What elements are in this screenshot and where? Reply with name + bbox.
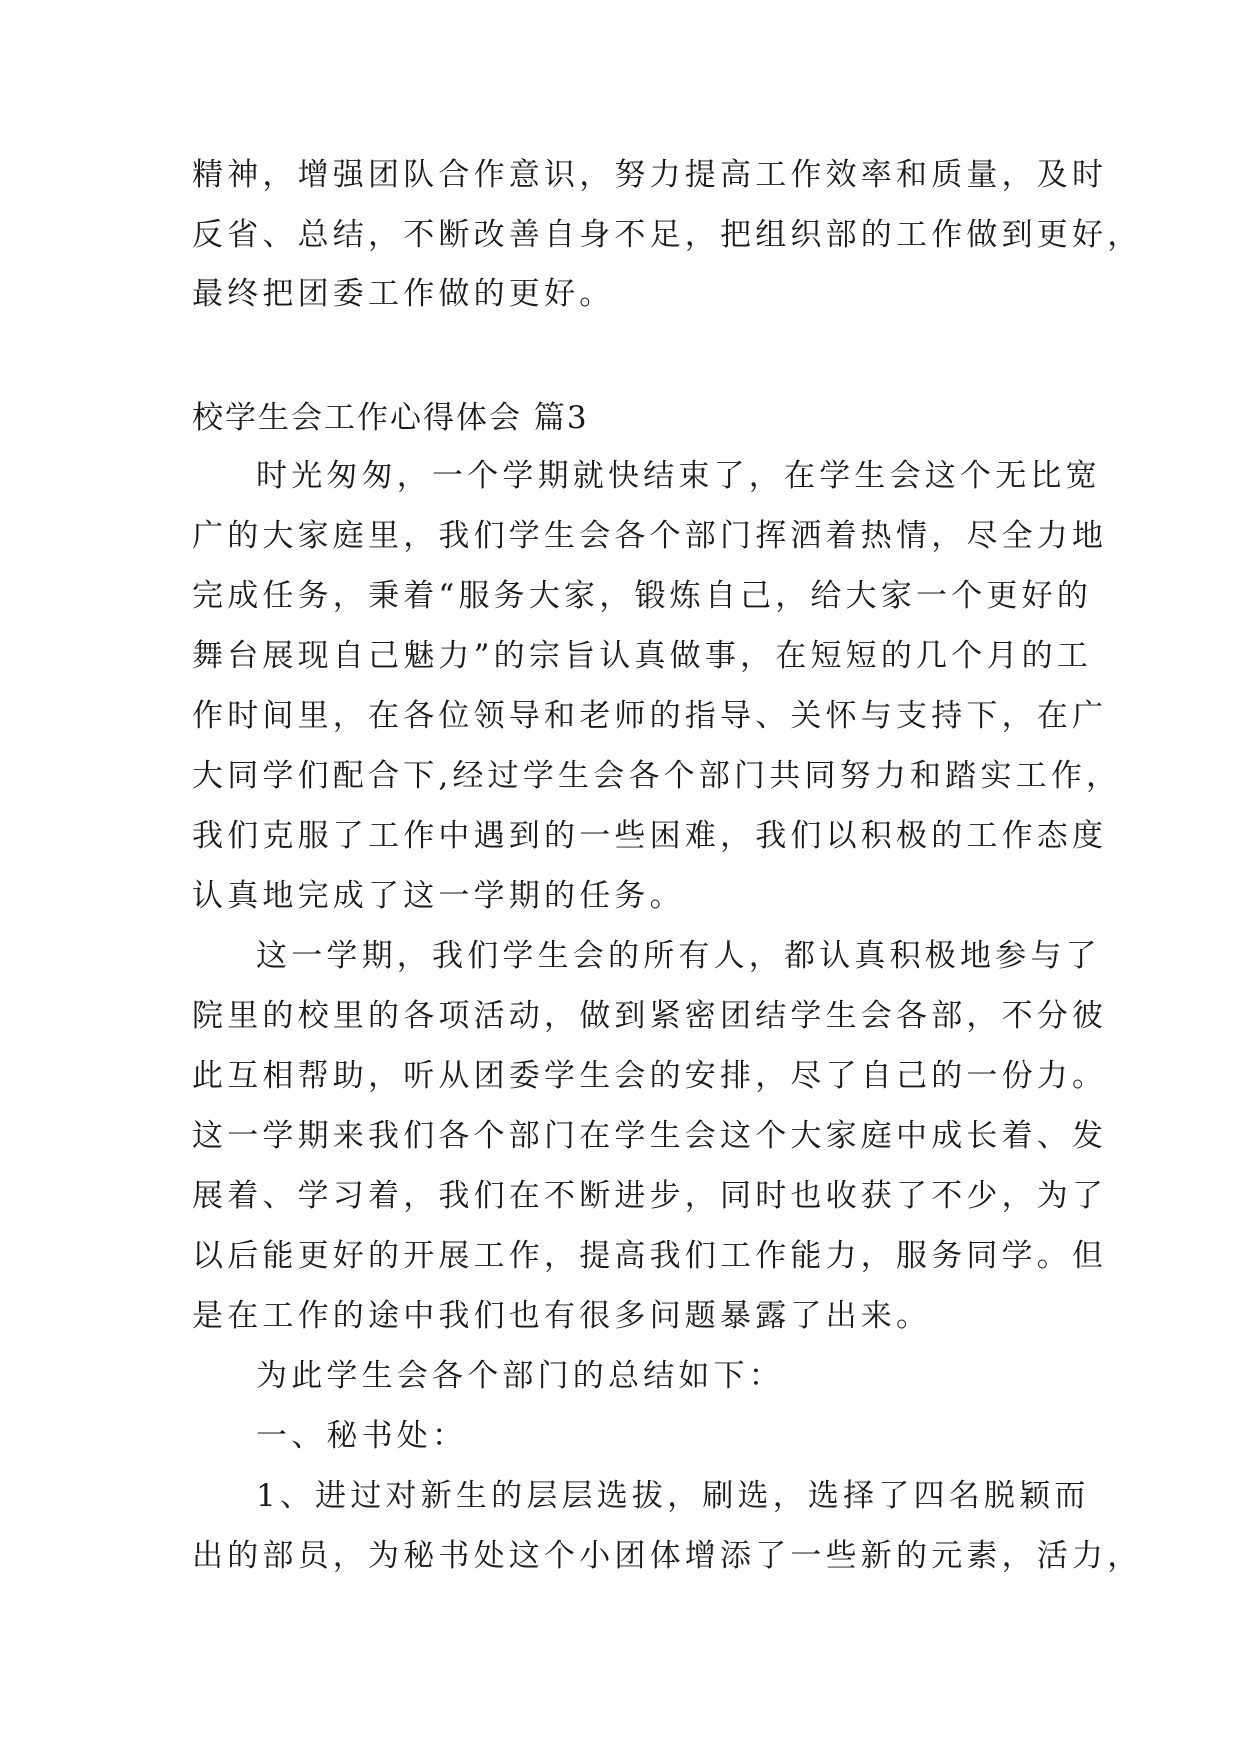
paragraph-first-line: 为此学生会各个部门的总结如下： — [256, 1358, 784, 1394]
text-line: 舞台展现自己魅力”的宗旨认真做事，在短短的几个月的工 — [192, 638, 1093, 674]
text-line: 出的部员，为秘书处这个小团体增添了一些新的元素，活力， — [192, 1538, 1143, 1574]
text-line: 院里的校里的各项活动，做到紧密团结学生会各部，不分彼 — [192, 998, 1108, 1034]
text-line: 反省、总结，不断改善自身不足，把组织部的工作做到更好， — [192, 217, 1143, 253]
text-line: 精神，增强团队合作意识，努力提高工作效率和质量，及时 — [192, 157, 1108, 193]
paragraph-first-line: 这一学期，我们学生会的所有人，都认真积极地参与了 — [256, 938, 1101, 974]
section-heading: 校学生会工作心得体会 篇3 — [192, 400, 589, 436]
text-line: 这一学期来我们各个部门在学生会这个大家庭中成长着、发 — [192, 1118, 1108, 1154]
text-line: 广的大家庭里，我们学生会各个部门挥洒着热情，尽全力地 — [192, 518, 1108, 554]
paragraph-first-line: 时光匆匆，一个学期就快结束了，在学生会这个无比宽 — [256, 458, 1101, 494]
text-line: 是在工作的途中我们也有很多问题暴露了出来。 — [192, 1298, 932, 1334]
text-line: 认真地完成了这一学期的任务。 — [192, 878, 685, 914]
text-line: 以后能更好的开展工作，提高我们工作能力，服务同学。但 — [192, 1238, 1108, 1274]
subsection-heading: 一、秘书处： — [256, 1418, 468, 1454]
text-line: 大同学们配合下,经过学生会各个部门共同努力和踏实工作， — [192, 758, 1122, 794]
text-line: 最终把团委工作做的更好。 — [192, 276, 615, 312]
text-line: 完成任务，秉着“服务大家，锻炼自己，给大家一个更好的 — [192, 578, 1093, 614]
paragraph-first-line: 1、进过对新生的层层选拔，刷选，选择了四名脱颖而 — [256, 1478, 1090, 1514]
text-line: 展着、学习着，我们在不断进步，同时也收获了不少，为了 — [192, 1178, 1108, 1214]
text-line: 作时间里，在各位领导和老师的指导、关怀与支持下，在广 — [192, 698, 1108, 734]
text-line: 此互相帮助，听从团委学生会的安排，尽了自己的一份力。 — [192, 1058, 1108, 1094]
text-line: 我们克服了工作中遇到的一些困难，我们以积极的工作态度 — [192, 818, 1108, 854]
